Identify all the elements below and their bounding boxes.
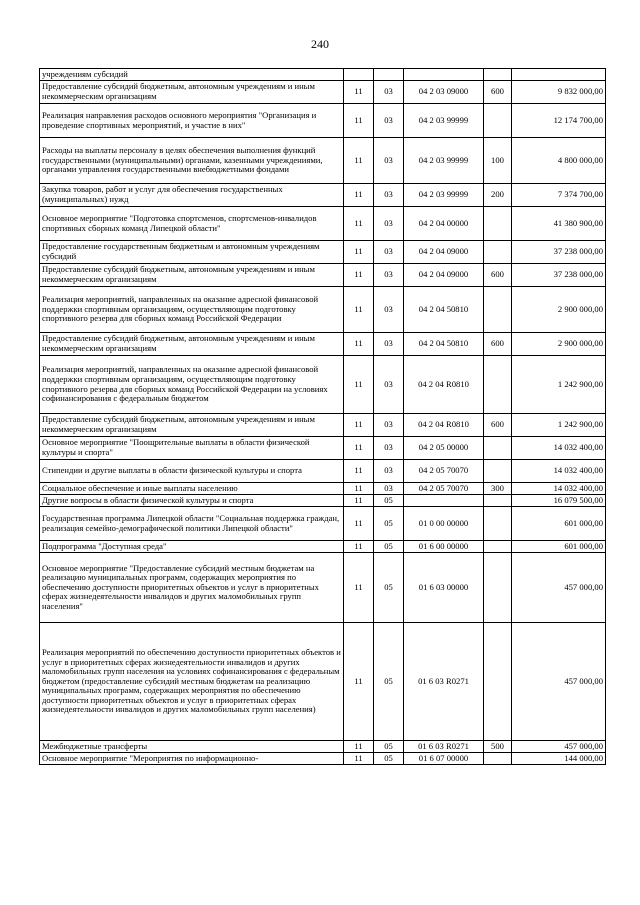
subsection-code-cell: 03	[374, 333, 404, 356]
row-name-cell: Реализация мероприятий, направленных на оказание адресной финансовой поддержки спортивным организациям, осуществляющим подготовку спортивного резерва для сборных команд Российской Федерации	[40, 287, 344, 333]
target-article-cell: 01 0 00 00000	[404, 507, 484, 541]
subsection-code-cell: 05	[374, 623, 404, 741]
row-name-cell: Предоставление государственным бюджетным и автономным учреждениям субсидий	[40, 241, 344, 264]
row-name-cell: Расходы на выплаты персоналу в целях обеспечения выполнения функций государственными (муниципальными) органами, казенными учреждениями, органами управления государственными внебюджетными фондами	[40, 138, 344, 184]
amount-cell: 14 032 400,00	[512, 437, 606, 460]
section-code-cell: 11	[344, 356, 374, 414]
target-article-cell: 04 2 04 00000	[404, 207, 484, 241]
amount-cell	[512, 69, 606, 81]
amount-cell: 37 238 000,00	[512, 241, 606, 264]
table-row	[40, 741, 606, 753]
table-row	[40, 69, 606, 81]
expense-type-cell	[484, 553, 512, 623]
expense-type-cell	[484, 541, 512, 553]
row-name-cell: Государственная программа Липецкой области "Социальная поддержка граждан, реализация семейно-демографической политики Липецкой области"	[40, 507, 344, 541]
row-name-cell: Стипендии и другие выплаты в области физической культуры и спорта	[40, 460, 344, 483]
target-article-cell	[404, 69, 484, 81]
expense-type-cell	[484, 507, 512, 541]
subsection-code-cell: 05	[374, 553, 404, 623]
target-article-cell: 04 2 03 99999	[404, 138, 484, 184]
expense-type-cell	[484, 241, 512, 264]
target-article-cell: 01 6 03 00000	[404, 553, 484, 623]
section-code-cell: 11	[344, 333, 374, 356]
amount-cell: 4 800 000,00	[512, 138, 606, 184]
table-row	[40, 81, 606, 104]
section-code-cell: 11	[344, 104, 374, 138]
amount-cell: 14 032 400,00	[512, 460, 606, 483]
table-row	[40, 753, 606, 765]
section-code-cell: 11	[344, 414, 374, 437]
expense-type-cell: 300	[484, 483, 512, 495]
table-row	[40, 623, 606, 741]
table-row	[40, 184, 606, 207]
section-code-cell: 11	[344, 81, 374, 104]
budget-table	[39, 68, 606, 765]
amount-cell: 12 174 700,00	[512, 104, 606, 138]
subsection-code-cell: 03	[374, 437, 404, 460]
target-article-cell: 04 2 05 00000	[404, 437, 484, 460]
section-code-cell: 11	[344, 264, 374, 287]
target-article-cell: 04 2 03 99999	[404, 104, 484, 138]
row-name-cell: Реализация мероприятий, направленных на оказание адресной финансовой поддержки спортивным организациям, осуществляющим подготовку спортивного резерва для сборных команд Российской Федерации на условиях софинансирования с федеральным бюджетом	[40, 356, 344, 414]
amount-cell: 2 900 000,00	[512, 287, 606, 333]
expense-type-cell: 200	[484, 184, 512, 207]
expense-type-cell	[484, 356, 512, 414]
target-article-cell: 04 2 03 09000	[404, 81, 484, 104]
section-code-cell: 11	[344, 437, 374, 460]
expense-type-cell	[484, 287, 512, 333]
subsection-code-cell: 05	[374, 753, 404, 765]
expense-type-cell	[484, 437, 512, 460]
subsection-code-cell: 03	[374, 241, 404, 264]
subsection-code-cell: 03	[374, 460, 404, 483]
amount-cell: 144 000,00	[512, 753, 606, 765]
row-name-cell: Предоставление субсидий бюджетным, автономным учреждениям и иным некоммерческим организациям	[40, 414, 344, 437]
subsection-code-cell: 03	[374, 184, 404, 207]
amount-cell: 1 242 900,00	[512, 356, 606, 414]
section-code-cell: 11	[344, 287, 374, 333]
table-row	[40, 495, 606, 507]
table-row	[40, 460, 606, 483]
expense-type-cell	[484, 104, 512, 138]
table-row	[40, 104, 606, 138]
amount-cell: 457 000,00	[512, 553, 606, 623]
subsection-code-cell: 03	[374, 287, 404, 333]
section-code-cell: 11	[344, 553, 374, 623]
row-name-cell: Социальное обеспечение и иные выплаты населению	[40, 483, 344, 495]
amount-cell: 457 000,00	[512, 623, 606, 741]
section-code-cell: 11	[344, 623, 374, 741]
expense-type-cell	[484, 460, 512, 483]
expense-type-cell: 100	[484, 138, 512, 184]
table-row	[40, 483, 606, 495]
amount-cell: 601 000,00	[512, 507, 606, 541]
target-article-cell: 04 2 04 50810	[404, 333, 484, 356]
section-code-cell: 11	[344, 753, 374, 765]
row-name-cell: Межбюджетные трансферты	[40, 741, 344, 753]
subsection-code-cell: 03	[374, 138, 404, 184]
table-row	[40, 333, 606, 356]
expense-type-cell	[484, 495, 512, 507]
target-article-cell: 04 2 04 09000	[404, 241, 484, 264]
target-article-cell	[404, 495, 484, 507]
subsection-code-cell: 05	[374, 541, 404, 553]
row-name-cell: Закупка товаров, работ и услуг для обеспечения государственных (муниципальных) нужд	[40, 184, 344, 207]
row-name-cell: Другие вопросы в области физической культуры и спорта	[40, 495, 344, 507]
target-article-cell: 01 6 03 R0271	[404, 741, 484, 753]
amount-cell: 1 242 900,00	[512, 414, 606, 437]
target-article-cell: 01 6 03 R0271	[404, 623, 484, 741]
subsection-code-cell: 03	[374, 414, 404, 437]
section-code-cell: 11	[344, 207, 374, 241]
budget-table-body	[40, 69, 606, 765]
subsection-code-cell: 05	[374, 741, 404, 753]
expense-type-cell	[484, 753, 512, 765]
expense-type-cell: 500	[484, 741, 512, 753]
amount-cell: 37 238 000,00	[512, 264, 606, 287]
section-code-cell: 11	[344, 541, 374, 553]
row-name-cell: учреждениям субсидий	[40, 69, 344, 81]
row-name-cell: Основное мероприятие "Поощрительные выплаты в области физической культуры и спорта"	[40, 437, 344, 460]
subsection-code-cell: 03	[374, 104, 404, 138]
subsection-code-cell: 05	[374, 507, 404, 541]
section-code-cell	[344, 69, 374, 81]
row-name-cell: Предоставление субсидий бюджетным, автономным учреждениям и иным некоммерческим организациям	[40, 264, 344, 287]
target-article-cell: 04 2 04 09000	[404, 264, 484, 287]
target-article-cell: 01 6 00 00000	[404, 541, 484, 553]
subsection-code-cell: 03	[374, 356, 404, 414]
table-row	[40, 264, 606, 287]
table-row	[40, 553, 606, 623]
expense-type-cell	[484, 69, 512, 81]
table-row	[40, 138, 606, 184]
section-code-cell: 11	[344, 507, 374, 541]
table-row	[40, 207, 606, 241]
section-code-cell: 11	[344, 241, 374, 264]
amount-cell: 41 380 900,00	[512, 207, 606, 241]
row-name-cell: Предоставление субсидий бюджетным, автономным учреждениям и иным некоммерческим организациям	[40, 333, 344, 356]
table-row	[40, 507, 606, 541]
amount-cell: 7 374 700,00	[512, 184, 606, 207]
page-number: 240	[311, 37, 329, 51]
amount-cell: 601 000,00	[512, 541, 606, 553]
amount-cell: 457 000,00	[512, 741, 606, 753]
table-row	[40, 241, 606, 264]
expense-type-cell: 600	[484, 333, 512, 356]
table-row	[40, 414, 606, 437]
section-code-cell: 11	[344, 184, 374, 207]
subsection-code-cell	[374, 69, 404, 81]
row-name-cell: Реализация мероприятий по обеспечению доступности приоритетных объектов и услуг в приоритетных сферах жизнедеятельности инвалидов и других маломобильных групп населения на условиях софинансирования с федеральным бюджетом (предоставление субсидий местным бюджетам на реализацию муниципальных программ, содержащих мероприятия по обеспечению доступности приоритетных объектов и услуг в приоритетных сферах жизнедеятельности инвалидов и других маломобильных групп населения)	[40, 623, 344, 741]
target-article-cell: 04 2 03 99999	[404, 184, 484, 207]
row-name-cell: Подпрограмма "Доступная среда"	[40, 541, 344, 553]
amount-cell: 9 832 000,00	[512, 81, 606, 104]
subsection-code-cell: 05	[374, 495, 404, 507]
amount-cell: 16 079 500,00	[512, 495, 606, 507]
amount-cell: 14 032 400,00	[512, 483, 606, 495]
expense-type-cell: 600	[484, 81, 512, 104]
section-code-cell: 11	[344, 483, 374, 495]
target-article-cell: 04 2 04 R0810	[404, 356, 484, 414]
table-row	[40, 437, 606, 460]
table-row	[40, 287, 606, 333]
subsection-code-cell: 03	[374, 81, 404, 104]
row-name-cell: Предоставление субсидий бюджетным, автономным учреждениям и иным некоммерческим организациям	[40, 81, 344, 104]
section-code-cell: 11	[344, 495, 374, 507]
table-row	[40, 541, 606, 553]
row-name-cell: Реализация направления расходов основного мероприятия "Организация и проведение спортивных мероприятий, и участие в них"	[40, 104, 344, 138]
expense-type-cell: 600	[484, 414, 512, 437]
amount-cell: 2 900 000,00	[512, 333, 606, 356]
row-name-cell: Основное мероприятие "Подготовка спортсменов, спортсменов-инвалидов спортивных сборных команд Липецкой области"	[40, 207, 344, 241]
row-name-cell: Основное мероприятие "Предоставление субсидий местным бюджетам на реализацию муниципальных программ, содержащих мероприятия по обеспечению доступности приоритетных объектов и услуг в приоритетных сферах жизнедеятельности инвалидов и других маломобильных групп населения"	[40, 553, 344, 623]
target-article-cell: 04 2 05 70070	[404, 460, 484, 483]
subsection-code-cell: 03	[374, 483, 404, 495]
target-article-cell: 01 6 07 00000	[404, 753, 484, 765]
target-article-cell: 04 2 04 R0810	[404, 414, 484, 437]
subsection-code-cell: 03	[374, 207, 404, 241]
target-article-cell: 04 2 05 70070	[404, 483, 484, 495]
expense-type-cell: 600	[484, 264, 512, 287]
section-code-cell: 11	[344, 741, 374, 753]
subsection-code-cell: 03	[374, 264, 404, 287]
row-name-cell: Основное мероприятие "Мероприятия по информационно-	[40, 753, 344, 765]
target-article-cell: 04 2 04 50810	[404, 287, 484, 333]
section-code-cell: 11	[344, 138, 374, 184]
section-code-cell: 11	[344, 460, 374, 483]
expense-type-cell	[484, 207, 512, 241]
expense-type-cell	[484, 623, 512, 741]
table-row	[40, 356, 606, 414]
